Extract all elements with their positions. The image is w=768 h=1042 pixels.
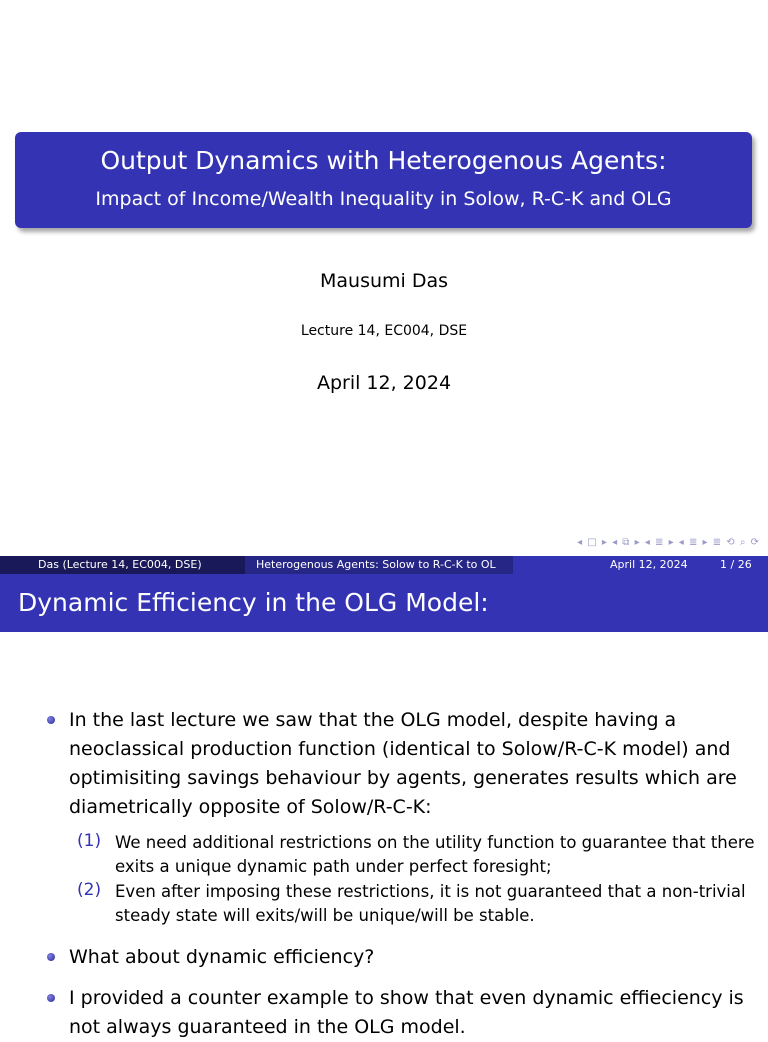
enum-item-1: We need additional restrictions on the utility function to guarantee that there exits a unique dynamic path under perfect foresight; <box>115 833 755 876</box>
title-block <box>15 132 752 228</box>
bullet-item-3: I provided a counter example to show that even dynamic effieciency is not always guaranteed in the OLG model. <box>69 987 744 1038</box>
frame-title-bar <box>0 574 768 632</box>
enum-item-2: Even after imposing these restrictions, it is not guaranteed that a non-trivial steady state will exits/will be unique/will be stable. <box>115 882 746 925</box>
date: April 12, 2024 <box>316 372 452 394</box>
navigation-symbols[interactable]: ◂ □ ▸ ◂ ⧉ ▸ ◂ ≣ ▸ ◂ ≣ ▸ ≣ ⟲ ⌕ ⟳ <box>577 537 760 548</box>
footer-date: April 12, 2024 <box>610 558 688 571</box>
frame-title: Dynamic Efficiency in the OLG Model: <box>18 588 489 617</box>
bullet-item-2: What about dynamic efficiency? <box>69 946 375 968</box>
bullet-icon <box>47 953 55 961</box>
enum-number-1: (1) <box>77 831 102 851</box>
slide-title: Output Dynamics with Heterogenous Agents: <box>100 146 667 175</box>
bullet-icon <box>47 716 55 724</box>
footer-date-box <box>513 556 768 574</box>
enum-number-2: (2) <box>77 880 102 900</box>
bullet-icon <box>47 994 55 1002</box>
bullet-item-1: In the last lecture we saw that the OLG model, despite having a neoclassical production function (identical to Solow/R-C-K model) and optimisiting savings behaviour by agents, generates results which are diametrically opposite of Solow/R-C-K: <box>69 709 737 818</box>
footline <box>0 556 768 574</box>
footer-author-box <box>0 556 245 574</box>
slide-content <box>0 632 768 1038</box>
footer-short-title: Heterogenous Agents: Solow to R-C-K to OL <box>256 558 496 571</box>
institute: Lecture 14, EC004, DSE <box>300 323 468 339</box>
footer-page-number: 1 / 26 <box>720 558 752 571</box>
footer-author: Das (Lecture 14, EC004, DSE) <box>38 558 202 571</box>
footer-title-box <box>245 556 513 574</box>
slide-subtitle: Impact of Income/Wealth Inequality in Solow, R-C-K and OLG <box>95 188 672 210</box>
author: Mausumi Das <box>319 270 449 292</box>
